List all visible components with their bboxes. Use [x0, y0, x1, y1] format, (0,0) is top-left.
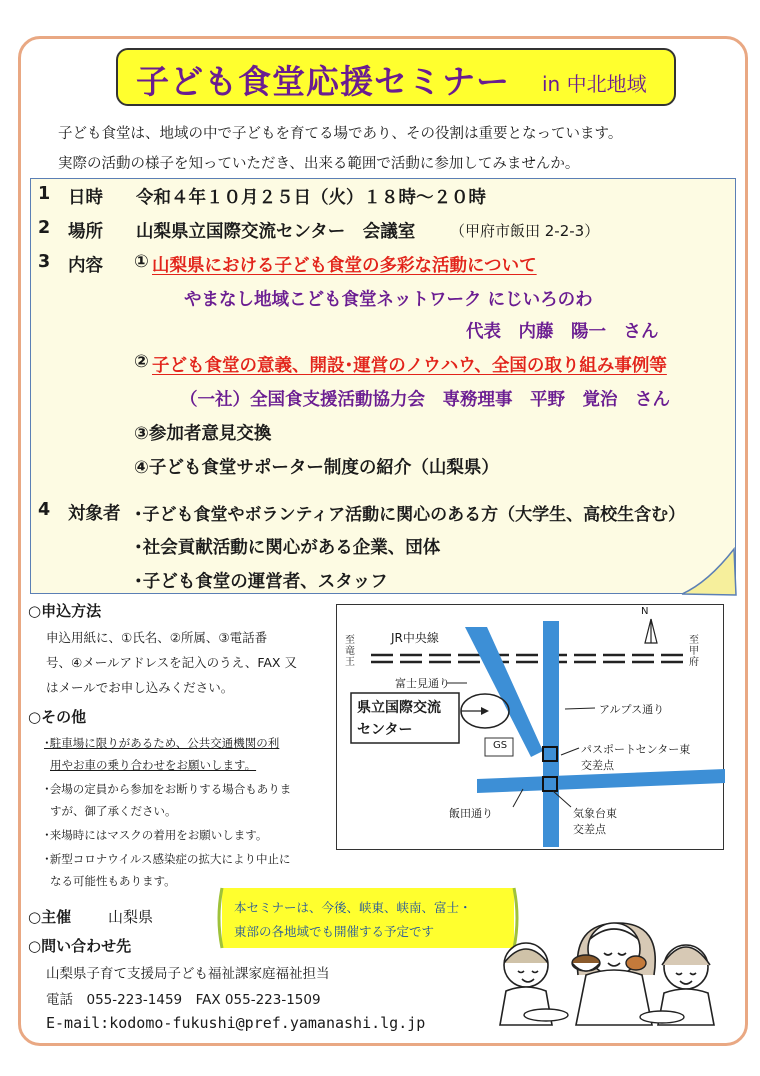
intro-line-1: 子ども食堂は、地域の中で子どもを育てる場であり、その役割は重要となっています。 — [58, 126, 623, 142]
alps-leader — [565, 708, 595, 709]
page-subtitle: in 中北地域 — [542, 72, 647, 96]
content-item1-marker: ① — [134, 252, 149, 272]
family-eating-illustration — [486, 905, 722, 1031]
other-line-6: ･新型コロナウイルス感染症の拡大により中止に — [44, 852, 291, 866]
content-item2-marker: ② — [134, 352, 149, 372]
datetime-value: 令和４年１０月２５日（火）１８時～２０時 — [136, 188, 486, 208]
title-banner — [116, 48, 676, 106]
other-line-1: ･駐車場に限りがあるため、公共交通機関の利 — [44, 736, 280, 750]
other-line-5: ･来場時にはマスクの着用をお願いします。 — [44, 828, 268, 842]
apply-line-1: 申込用紙に、①氏名、②所属、③電話番 — [46, 630, 268, 645]
north-arrow-icon — [645, 619, 657, 643]
place-value: 山梨県立国際交流センター 会議室 — [136, 222, 416, 242]
target-item-3: ･子ども食堂の運営者、スタッフ — [134, 572, 388, 592]
place-number: 2 — [38, 218, 51, 238]
to-ryuo-label: 至竜王 — [345, 635, 355, 668]
content-item1-org: やまなし地域こども食堂ネットワーク にじいろのわ — [184, 290, 593, 310]
contact-phone: 電話 055-223-1459 FAX 055-223-1509 — [46, 992, 321, 1008]
access-map — [336, 604, 724, 850]
center-label-1: 県立国際交流 — [357, 700, 441, 716]
notice-line-2: 東部の各地域でも開催する予定です — [234, 924, 435, 939]
contact-dept: 山梨県子育て支援局子ども福祉課家庭福祉担当 — [46, 966, 330, 982]
other-line-4: すが、御了承ください。 — [50, 804, 177, 818]
to-kofu-label: 至甲府 — [689, 635, 699, 668]
passport-label-2: 交差点 — [581, 759, 614, 772]
target-label: 対象者 — [68, 504, 121, 524]
intro-line-2: 実際の活動の様子を知っていただき、出来る範囲で活動に参加してみませんか。 — [58, 156, 580, 172]
gs-label: GS — [493, 740, 508, 751]
apply-line-2: 号、④メールアドレスを記入のうえ、FAX 又 — [46, 655, 297, 670]
other-line-3: ･会場の定員から参加をお断りする場合もありま — [44, 782, 292, 796]
apply-line-3: はメールでお申し込みください。 — [46, 680, 234, 695]
kisho-label-2: 交差点 — [573, 823, 606, 836]
center-arrowhead — [481, 707, 489, 715]
other-line-2: 用やお車の乗り合わせをお願いします。 — [50, 758, 257, 772]
page-curl-decoration — [680, 547, 740, 597]
kisho-label-1: 気象台東 — [573, 807, 617, 820]
banner-scroll-ends — [214, 880, 522, 956]
center-label-2: センター — [357, 722, 413, 738]
content-item1-title: 山梨県における子ども食堂の多彩な活動について — [152, 256, 537, 276]
spoon-icon — [626, 956, 646, 970]
jr-line-label: JR中央線 — [391, 631, 439, 645]
target-number: 4 — [38, 500, 51, 520]
contact-email[interactable]: E-mail:kodomo-fukushi@pref.yamanashi.lg.jp — [46, 1014, 426, 1032]
content-number: 3 — [38, 252, 51, 272]
target-item-2: ･社会貢献活動に関心がある企業、団体 — [134, 538, 441, 558]
datetime-label: 日時 — [68, 188, 103, 208]
north-label: N — [641, 606, 649, 617]
apply-heading: ○申込方法 — [28, 602, 102, 620]
contact-heading: ○問い合わせ先 — [28, 937, 132, 955]
content-label: 内容 — [68, 256, 103, 276]
mother-figure — [576, 923, 655, 1025]
content-item2-title: 子ども食堂の意義、開設･運営のノウハウ、全国の取り組み事例等 — [152, 356, 667, 376]
other-line-7: なる可能性もあります。 — [50, 874, 176, 888]
host-heading: ○主催 — [28, 908, 72, 926]
content-item4: ④子ども食堂サポーター制度の紹介（山梨県） — [134, 458, 499, 478]
place-label: 場所 — [68, 222, 103, 242]
alps-road — [543, 621, 559, 847]
passport-leader — [561, 748, 579, 755]
content-item3: ③参加者意見交換 — [134, 424, 272, 444]
datetime-number: 1 — [38, 184, 51, 204]
passport-label-1: パスポートセンター東 — [581, 743, 691, 756]
bowl-icon — [572, 955, 600, 971]
host-value: 山梨県 — [108, 908, 154, 926]
content-item2-person: （一社）全国食支援活動協力会 専務理事 平野 覚治 さん — [180, 390, 670, 410]
page-title: 子ども食堂応援セミナー — [136, 62, 510, 101]
iida-leader — [513, 789, 523, 807]
alps-label: アルプス通り — [599, 703, 665, 716]
jr-line — [371, 655, 683, 662]
place-address: （甲府市飯田 2-2-3） — [450, 222, 600, 240]
fujimi-label: 富士見通り — [395, 677, 450, 690]
other-heading: ○その他 — [28, 708, 87, 726]
notice-line-1: 本セミナーは、今後、峡東、峡南、富士・ — [234, 900, 472, 915]
target-item-1: ･子ども食堂やボランティア活動に関心のある方（大学生、高校生含む） — [134, 505, 686, 525]
content-item1-person: 代表 内藤 陽一 さん — [466, 322, 659, 342]
iida-label: 飯田通り — [449, 807, 493, 820]
